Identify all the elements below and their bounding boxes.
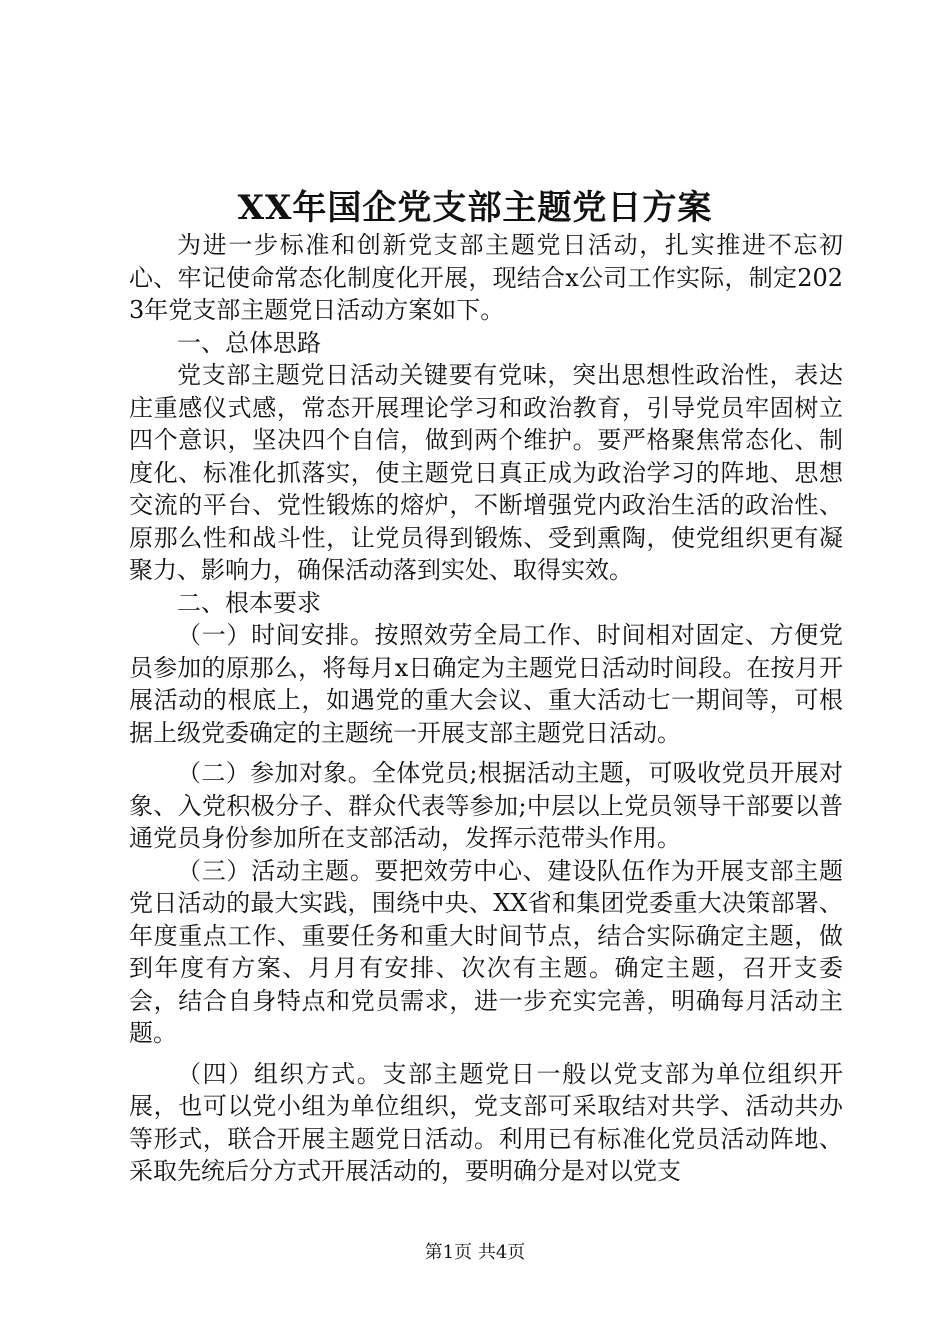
document-body [129, 229, 843, 1188]
intro-paragraph: 为进一步标准和创新党支部主题党日活动，扎实推进不忘初心、牢记使命常态化制度化开展，现结合x公司工作实际，制定2023年党支部主题党日活动方案如下。 [129, 231, 843, 324]
section-paragraph-overall-approach: 党支部主题党日活动关键要有党味，突出思想性政治性，表达庄重感仪式感，常态开展理论学习和政治教育，引导党员牢固树立四个意识，坚决四个自信，做到两个维护。要严格聚焦常态化、制度化、标准化抓落实，使主题党日真正成为政治学习的阵地、思想交流的平台、党性锻炼的熔炉，不断增强党内政治生活的政治性、原那么性和战斗性，让党员得到锻炼、受到熏陶，使党组织更有凝聚力、影响力，确保活动落到实处、取得实效。 [129, 361, 843, 584]
section-heading-basic-requirements: 二、根本要求 [177, 588, 321, 617]
requirement-paragraph-organization: （四）组织方式。支部主题党日一般以党支部为单位组织开展，也可以党小组为单位组织，党支部可采取结对共学、活动共办等形式，联合开展主题党日活动。利用已有标准化党员活动阵地、采取先统后分方式开展活动的，要明确分是对以党支 [129, 1059, 843, 1185]
document-title: XX年国企党支部主题党日方案 [237, 188, 713, 228]
requirement-paragraph-participants: （二）参加对象。全体党员;根据活动主题，可吸收党员开展对象、入党积极分子、群众代表等参加;中层以上党员领导干部要以普通党员身份参加所在支部活动，发挥示范带头作用。 [129, 759, 843, 852]
requirement-paragraph-theme: （三）活动主题。要把效劳中心、建设队伍作为开展支部主题党日活动的最大实践，围绕中央、XX省和集团党委重大决策部署、年度重点工作、重要任务和重大时间节点，结合实际确定主题，做到年度有方案、月月有安排、次次有主题。确定主题，召开支委会，结合自身特点和党员需求，进一步充实完善，明确每月活动主题。 [129, 856, 843, 1047]
requirement-paragraph-time: （一）时间安排。按照效劳全局工作、时间相对固定、方便党员参加的原那么，将每月x日确定为主题党日活动时间段。在按月开展活动的根底上，如遇党的重大会议、重大活动七一期间等，可根据上级党委确定的主题统一开展支部主题党日活动。 [129, 621, 843, 747]
section-heading-overall-approach: 一、总体思路 [177, 328, 321, 357]
page-footer: 第1页 共4页 [424, 1242, 526, 1263]
